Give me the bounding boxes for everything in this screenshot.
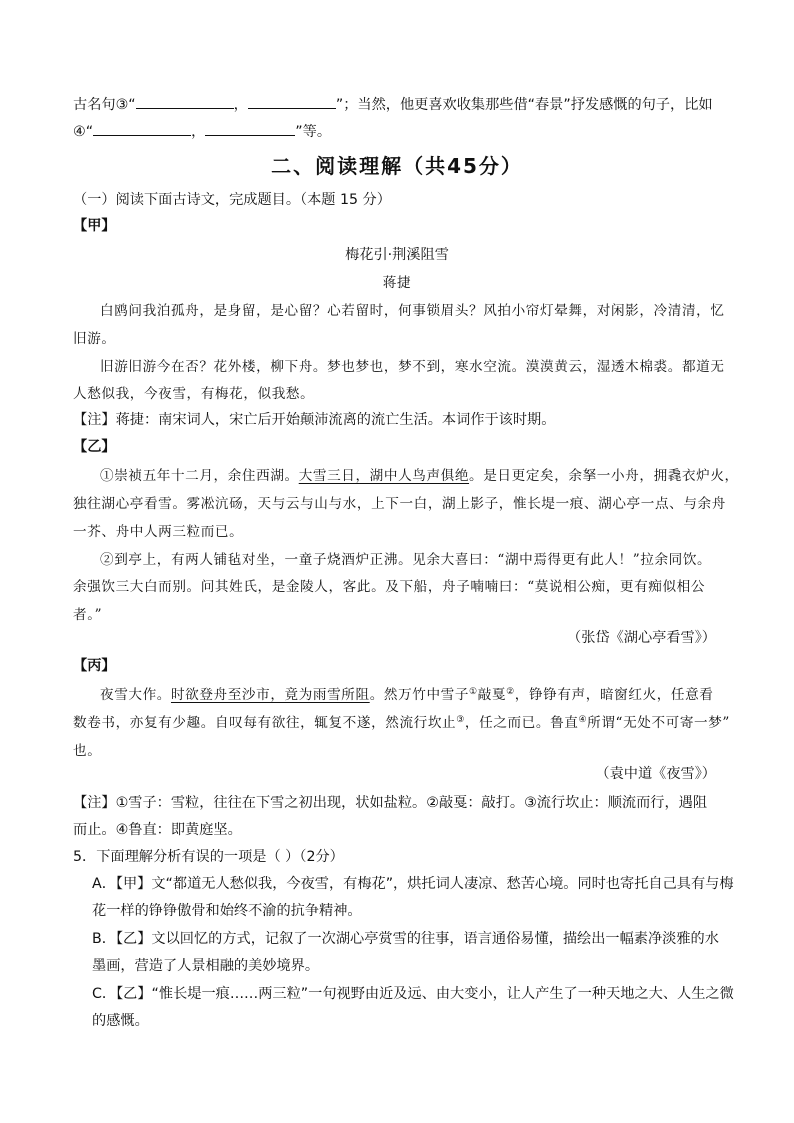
question-5-stem: 5．下面理解分析有误的一项是（ ）（2分） <box>73 849 344 865</box>
note-jia: 【注】蒋捷：南宋词人，宋亡后开始颠沛流离的流亡生活。本词作于该时期。 <box>73 412 556 428</box>
source-yi: （张岱《湖心亭看雪》） <box>567 630 716 646</box>
underlined-sentence: 大雪三日，湖中人鸟声俱绝 <box>298 468 470 484</box>
fill-text: 古名句③“ <box>73 97 136 113</box>
answer-blank[interactable] <box>136 94 234 109</box>
option-c-cont: 的感慨。 <box>92 1013 149 1029</box>
answer-blank[interactable] <box>205 121 295 136</box>
prose-text: 者。” <box>73 607 103 623</box>
option-b-cont: 墨画，营造了人景相融的美妙境界。 <box>92 958 320 974</box>
source-bing: （袁中道《夜雪》） <box>595 766 716 782</box>
section-title: 二、阅读理解（共45分） <box>271 154 523 178</box>
fill-text: ”等。 <box>295 124 332 140</box>
label-yi: 【乙】 <box>73 439 116 455</box>
prose-text: 夜雪大作。时欲登舟至沙市，竟为雨雪所阻。然万竹中雪子①敲戛②，铮铮有声，暗窗红火，任意看 <box>100 687 714 703</box>
fill-text: ④“ <box>73 124 94 140</box>
prose-text: 数卷书，亦复有少趣。自叹每有欲往，辄复不遂，然流行坎止③，任之而已。鲁直④所谓“无处不可寄一梦” <box>73 715 730 731</box>
poem-text: 白鸥问我泊孤舟，是身留，是心留？心若留时，何事锁眉头？风拍小帘灯晕舞，对闲影，冷清清，忆 <box>100 303 725 319</box>
prose-text: 也。 <box>73 743 102 759</box>
underlined-sentence: 时欲登舟至沙市，竟为雨雪所阻 <box>170 687 370 703</box>
note-bing: 而止。④鲁直：即黄庭坚。 <box>73 822 242 838</box>
poem-text: 旧游。 <box>73 331 116 347</box>
option-c[interactable]: C．【乙】“惟长堤一痕……两三粒”一句视野由近及远、由大变小，让人产生了一种天地之大、人生之微 <box>92 986 734 1002</box>
prose-text: 一芥、舟中人两三粒而已。 <box>73 524 244 540</box>
fill-text: ， <box>191 124 206 140</box>
fill-blank-line-4 <box>73 121 331 141</box>
prose-text: 余强饮三大白而别。问其姓氏，是金陵人，客此。及下船，舟子喃喃曰：“莫说相公痴，更有痴似相公 <box>73 579 706 595</box>
fill-text: ， <box>233 97 248 113</box>
answer-blank[interactable] <box>248 94 336 109</box>
poem-title: 梅花引·荆溪阻雪 <box>345 247 449 263</box>
section-intro: （一）阅读下面古诗文，完成题目。（本题 15 分） <box>73 192 391 208</box>
option-a-cont: 花一样的铮铮傲骨和始终不渝的抗争精神。 <box>92 903 362 919</box>
prose-text: ②到亭上，有两人铺毡对坐，一童子烧酒炉正沸。见余大喜曰：“湖中焉得更有此人！”拉余同饮。 <box>100 552 712 568</box>
prose-text: ①崇祯五年十二月，余住西湖。大雪三日，湖中人鸟声俱绝。是日更定矣，余拏一小舟，拥毳衣炉火， <box>100 468 739 484</box>
prose-text: 独往湖心亭看雪。雾凇沆砀，天与云与山与水，上下一白，湖上影子，惟长堤一痕、湖心亭一点、与余舟 <box>73 496 726 512</box>
fill-text: ”；当然，他更喜欢收集那些借“春景”抒发感慨的句子，比如 <box>335 97 713 113</box>
fill-blank-line-3 <box>73 94 713 114</box>
option-a[interactable]: A．【甲】文“都道无人愁似我，今夜雪，有梅花”，烘托词人凄凉、愁苦心境。同时也寄托自己具有与梅 <box>92 876 734 892</box>
poem-text: 旧游旧游今在否？花外楼，柳下舟。梦也梦也，梦不到，寒水空流。漠漠黄云，湿透木棉裘。都道无 <box>100 359 725 375</box>
answer-blank[interactable] <box>93 121 191 136</box>
label-jia: 【甲】 <box>73 218 116 234</box>
note-bing: 【注】①雪子：雪粒，往往在下雪之初出现，状如盐粒。②敲戛：敲打。③流行坎止：顺流而行，遇阻 <box>73 795 708 811</box>
poem-author: 蒋捷 <box>382 275 412 291</box>
option-b[interactable]: B．【乙】文以回忆的方式，记叙了一次湖心亭赏雪的往事，语言通俗易懂，描绘出一幅素净淡雅的水 <box>92 931 719 947</box>
label-bing: 【丙】 <box>73 658 116 674</box>
poem-text: 人愁似我，今夜雪，有梅花，似我愁。 <box>73 386 315 402</box>
